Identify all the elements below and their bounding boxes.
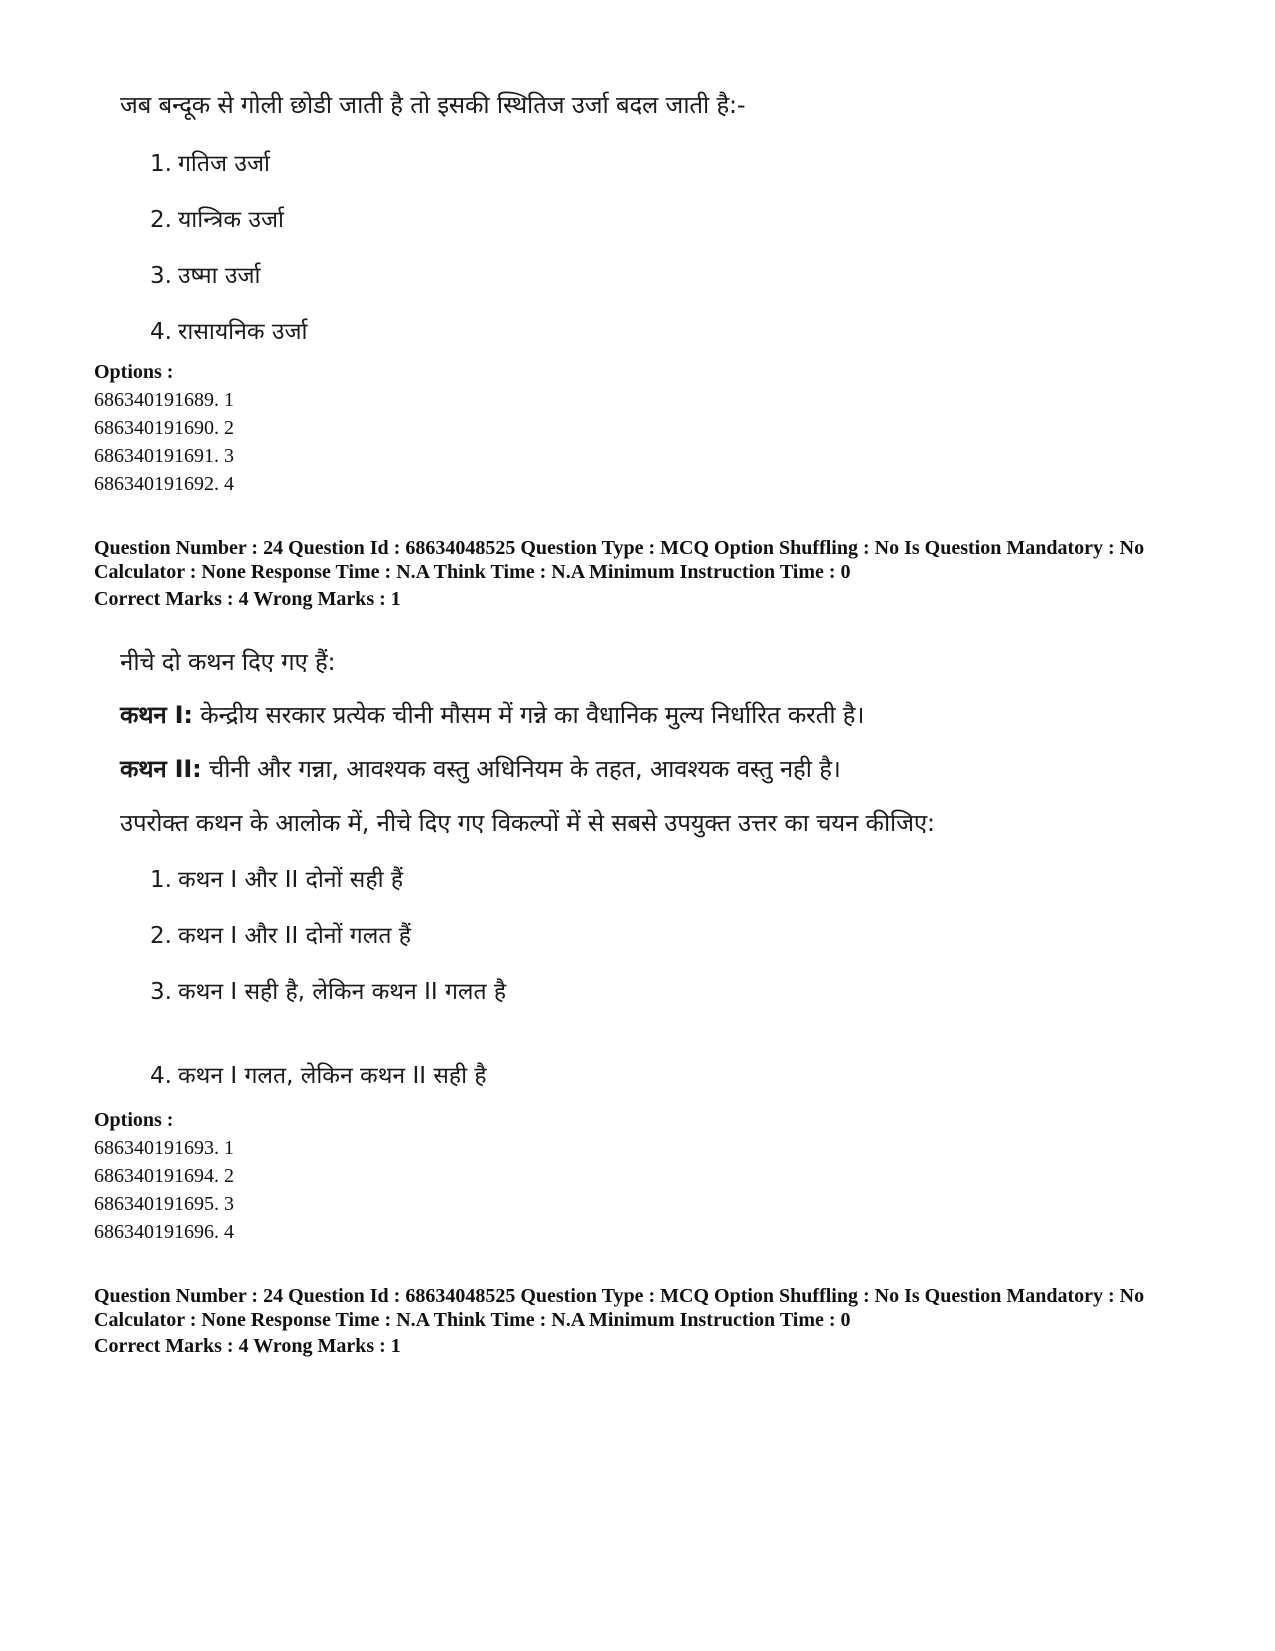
choice-number: 1. — [150, 867, 172, 893]
question-meta: Question Number : 24 Question Id : 68634048525 Question Type : MCQ Option Shuffling : No Is Question Mandatory : No Calculator : None Response Time : N.A Think Time : N.A Minimum Instruction Time : 0 — [94, 537, 1145, 583]
question-choice — [150, 1058, 487, 1090]
question-choice — [150, 862, 403, 894]
choice-text: गतिज उर्जा — [177, 151, 270, 177]
choice-text: कथन I और II दोनों सही हैं — [177, 867, 404, 893]
choice-number: 4. — [150, 1063, 172, 1089]
choice-number: 3. — [150, 263, 172, 289]
question-text: जब बन्दूक से गोली छोडी जाती है तो इसकी स्थितिज उर्जा बदल जाती है:- — [120, 91, 746, 119]
choice-text: रासायनिक उर्जा — [177, 319, 308, 345]
options-heading: Options : — [94, 361, 174, 383]
choice-number: 2. — [150, 923, 172, 949]
choice-text: यान्त्रिक उर्जा — [177, 207, 284, 233]
options-heading: Options : — [94, 1109, 174, 1131]
statement-2 — [120, 752, 841, 785]
statement-1 — [120, 698, 864, 731]
question-choice — [150, 918, 411, 950]
choice-number: 2. — [150, 207, 172, 233]
question-marks: Correct Marks : 4 Wrong Marks : 1 — [94, 1335, 401, 1357]
question-instruction: उपरोक्त कथन के आलोक में, नीचे दिए गए विकल्पों में से सबसे उपयुक्त उत्तर का चयन कीजिए: — [120, 809, 935, 837]
option-row: 686340191695. 3 — [94, 1193, 234, 1215]
choice-number: 4. — [150, 319, 172, 345]
choice-number: 3. — [150, 979, 172, 1005]
statement-1-label: कथन I: — [120, 701, 193, 729]
question-choice — [150, 202, 284, 234]
question-intro: नीचे दो कथन दिए गए हैं: — [120, 648, 336, 676]
question-choice — [150, 974, 506, 1006]
question-choice — [150, 146, 270, 178]
statement-2-label: कथन II: — [120, 755, 202, 783]
option-row: 686340191692. 4 — [94, 473, 234, 495]
question-meta: Question Number : 24 Question Id : 68634048525 Question Type : MCQ Option Shuffling : No Is Question Mandatory : No Calculator : None Response Time : N.A Think Time : N.A Minimum Instruction Time : 0 — [94, 1285, 1145, 1331]
option-row: 686340191694. 2 — [94, 1165, 234, 1187]
choice-text: उष्मा उर्जा — [177, 263, 261, 289]
statement-2-text: चीनी और गन्ना, आवश्यक वस्तु अधिनियम के तहत, आवश्यक वस्तु नही है। — [208, 755, 841, 783]
option-row: 686340191693. 1 — [94, 1137, 234, 1159]
question-choice — [150, 314, 308, 346]
choice-text: कथन I और II दोनों गलत हैं — [177, 923, 411, 949]
question-marks: Correct Marks : 4 Wrong Marks : 1 — [94, 588, 401, 610]
option-row: 686340191691. 3 — [94, 445, 234, 467]
question-choice — [150, 258, 260, 290]
choice-text: कथन I सही है, लेकिन कथन II गलत है — [177, 979, 507, 1005]
option-row: 686340191696. 4 — [94, 1221, 234, 1243]
choice-text: कथन I गलत, लेकिन कथन II सही है — [177, 1063, 487, 1089]
option-row: 686340191689. 1 — [94, 389, 234, 411]
choice-number: 1. — [150, 151, 172, 177]
option-row: 686340191690. 2 — [94, 417, 234, 439]
statement-1-text: केन्द्रीय सरकार प्रत्येक चीनी मौसम में गन्ने का वैधानिक मुल्य निर्धारित करती है। — [200, 701, 865, 729]
